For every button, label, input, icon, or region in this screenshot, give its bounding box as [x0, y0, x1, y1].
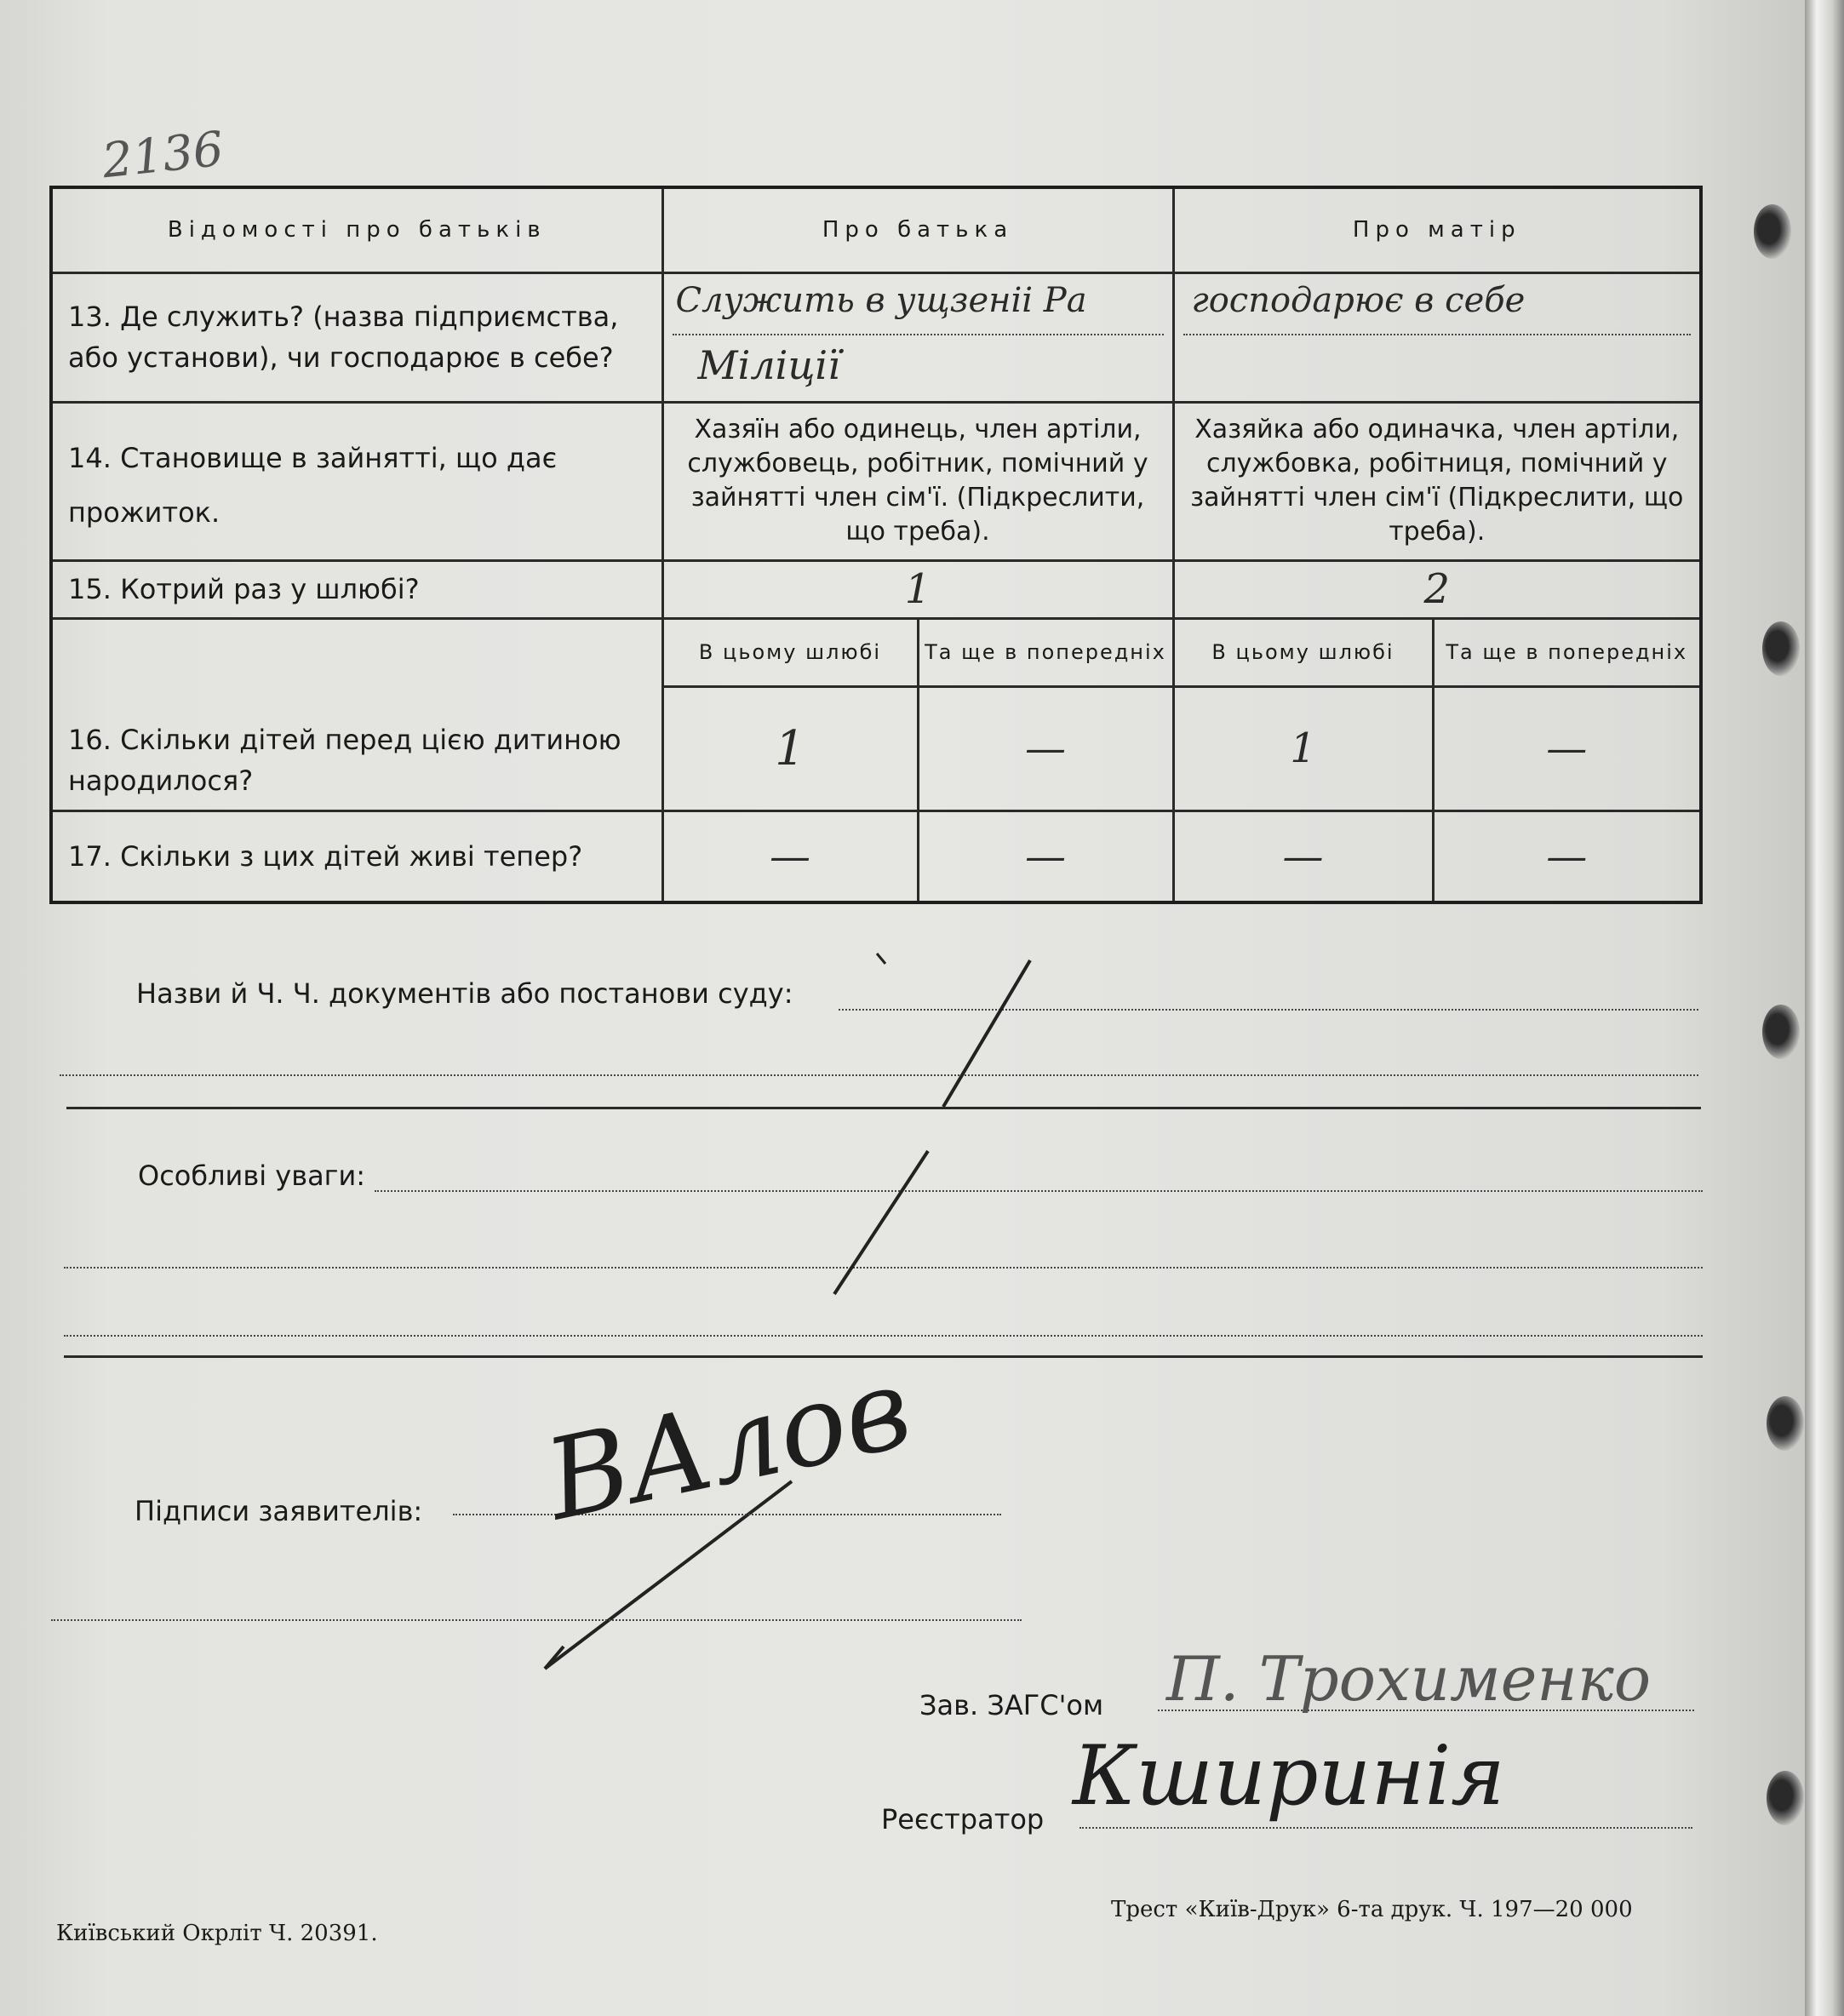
- q14-label-line1: 14. Становище в зайнятті, що дає: [68, 442, 558, 474]
- q16-mother-sub-this: В цьому шлюбі: [1173, 618, 1433, 686]
- q17-father-this: —: [662, 810, 918, 902]
- q17-mother-this: —: [1173, 810, 1433, 902]
- q17-father-prev: —: [918, 810, 1173, 902]
- header-mother: Про матір: [1173, 187, 1701, 272]
- q16-father-prev: —: [918, 686, 1173, 810]
- q17-label: 17. Скільки з цих дітей живі тепер?: [51, 810, 662, 902]
- header-parents-info: Відомості про батьків: [51, 187, 662, 272]
- q15-label: 15. Котрий раз у шлюбі?: [51, 560, 662, 618]
- signature-line: [51, 1619, 1022, 1621]
- documents-label: Назви й Ч. Ч. документів або постанови суду:: [136, 977, 793, 1010]
- registrar-signature-line: [1079, 1827, 1692, 1829]
- footer-printer-right: Трест «Київ-Друк» 6-та друк. Ч. 197—20 000: [1111, 1897, 1633, 1922]
- notes-label: Особливі уваги:: [138, 1160, 366, 1192]
- q16-mother-sub-prev: Та ще в попередніх: [1433, 618, 1701, 686]
- applicant-signature: ВАлов: [535, 1342, 921, 1546]
- signatures-label: Підписи заявителів:: [135, 1495, 423, 1527]
- signature-line: [453, 1514, 1001, 1515]
- q13-father-line1: Служить в ущзеніі Ра: [675, 280, 1087, 320]
- q16-father-sub-prev: Та ще в попередніх: [918, 618, 1173, 686]
- q13-mother-line1: господарює в себе: [1191, 280, 1526, 320]
- q16-father-this: 1: [662, 686, 918, 810]
- q16-father-sub-this: В цьому шлюбі: [662, 618, 918, 686]
- registrar-signature: Кширинія: [1073, 1728, 1505, 1824]
- q14-mother-options: Хазяйка або одиначка, член артіли, службовка, робітниця, помічний у зайнятті член сім'ї (Підкреслити, що треба).: [1173, 402, 1701, 560]
- archive-number: 2136: [99, 121, 226, 190]
- binding-edge: [1805, 0, 1844, 2016]
- q16-mother-this: 1: [1173, 686, 1433, 810]
- q17-mother-prev: —: [1433, 810, 1701, 902]
- q16-mother-prev: —: [1433, 686, 1701, 810]
- q14-father-options: Хазяїн або одинець, член артіли, службовець, робітник, помічний у зайнятті член сім'ї. (Підкреслити, що треба).: [662, 402, 1173, 560]
- q15-mother-answer: 2: [1173, 560, 1701, 618]
- q13-father-line2: Міліції: [697, 341, 840, 388]
- q15-father-answer: 1: [662, 560, 1173, 618]
- q14-label-line2: прожиток.: [68, 496, 220, 529]
- registrar-label: Реєстратор: [881, 1803, 1045, 1836]
- header-father: Про батька: [662, 187, 1173, 272]
- q16-label: 16. Скільки дітей перед цією дитиною народилося?: [51, 618, 662, 810]
- footer-printer-left: Київський Окрліт Ч. 20391.: [56, 1921, 378, 1946]
- q13-label: 13. Де служить? (назва підприємства, або установи), чи господарює в себе?: [51, 272, 662, 402]
- head-label: Зав. ЗАГС'ом: [919, 1689, 1104, 1721]
- head-signature: П. Трохименко: [1166, 1643, 1652, 1715]
